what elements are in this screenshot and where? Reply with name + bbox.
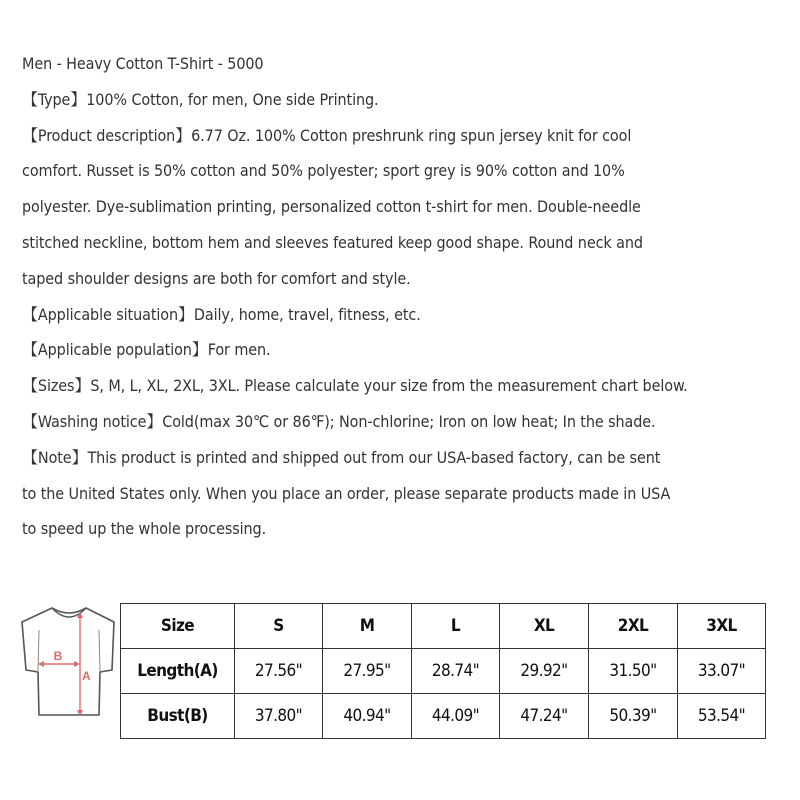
sleeve-seam-left — [38, 630, 39, 672]
length-value: 27.56" — [235, 649, 323, 694]
tshirt-measurement-icon — [14, 600, 124, 720]
product-description-line-2: comfort. Russet is 50% cotton and 50% polyester; sport grey is 90% cotton and 10% — [22, 161, 625, 181]
length-value: 28.74" — [412, 649, 500, 694]
bust-arrow-right — [74, 661, 80, 667]
note-line-2: to the United States only. When you place an order, please separate products made in USA — [22, 483, 671, 503]
size-header-cell: 2XL — [589, 604, 678, 649]
label-a: A — [82, 669, 91, 683]
bust-value: 47.24" — [500, 694, 589, 739]
size-header-label: Size — [121, 604, 235, 649]
bust-value: 50.39" — [589, 694, 678, 739]
length-row-label: Length(A) — [121, 649, 235, 694]
size-chart-table — [120, 603, 766, 739]
type-text: 100% Cotton, for men, One side Printing. — [86, 89, 379, 109]
length-value: 31.50" — [589, 649, 678, 694]
size-header-row — [121, 604, 766, 649]
situation-line: 【Applicable situation】Daily, home, travel, fitness, etc. — [22, 304, 421, 324]
size-header-cell: 3XL — [678, 604, 766, 649]
washing-line: 【Washing notice】Cold(max 30℃ or 86℉); Non-chlorine; Iron on low heat; In the shade. — [22, 411, 656, 431]
product-title: Men - Heavy Cotton T-Shirt - 5000 — [22, 54, 264, 73]
washing-tag: 【Washing notice】 — [22, 411, 163, 431]
sizes-tag: 【Sizes】 — [22, 376, 91, 396]
note-line-1: 【Note】This product is printed and shipped out from our USA-based factory, can be sent — [22, 447, 661, 467]
sleeve-seam-right — [99, 630, 100, 672]
note-line-3: to speed up the whole processing. — [22, 519, 267, 539]
length-value: 29.92" — [500, 649, 589, 694]
bust-value: 37.80" — [235, 694, 323, 739]
length-value: 27.95" — [323, 649, 412, 694]
length-value: 33.07" — [678, 649, 766, 694]
product-description-line-1: 【Product description】6.77 Oz. 100% Cotton preshrunk ring spun jersey knit for cool — [22, 125, 632, 145]
type-tag: 【Type】 — [22, 89, 87, 109]
table-row — [121, 694, 766, 739]
label-b: B — [53, 649, 63, 663]
bust-value: 53.54" — [678, 694, 766, 739]
product-description — [22, 46, 792, 547]
size-header-cell: M — [323, 604, 412, 649]
bust-arrow-left — [38, 661, 44, 667]
situation-tag: 【Applicable situation】 — [22, 304, 194, 324]
bust-value: 44.09" — [412, 694, 500, 739]
table-row — [121, 649, 766, 694]
population-tag: 【Applicable population】 — [22, 340, 208, 360]
product-tag: 【Product description】 — [22, 125, 192, 145]
bust-value: 40.94" — [323, 694, 412, 739]
product-description-line-4: stitched neckline, bottom hem and sleeves featured keep good shape. Round neck and — [22, 232, 643, 252]
note-tag: 【Note】 — [22, 447, 88, 467]
sizes-line: 【Sizes】S, M, L, XL, 2XL, 3XL. Please calculate your size from the measurement chart below. — [22, 376, 688, 396]
population-line: 【Applicable population】For men. — [22, 340, 271, 360]
size-header-cell: S — [235, 604, 323, 649]
product-description-line-5: taped shoulder designs are both for comfort and style. — [22, 268, 411, 288]
product-description-line-3: polyester. Dye-sublimation printing, personalized cotton t-shirt for men. Double-needle — [22, 197, 641, 217]
size-header-cell: XL — [500, 604, 589, 649]
type-line — [22, 82, 792, 118]
size-header-cell: L — [412, 604, 500, 649]
bust-row-label: Bust(B) — [121, 694, 235, 739]
